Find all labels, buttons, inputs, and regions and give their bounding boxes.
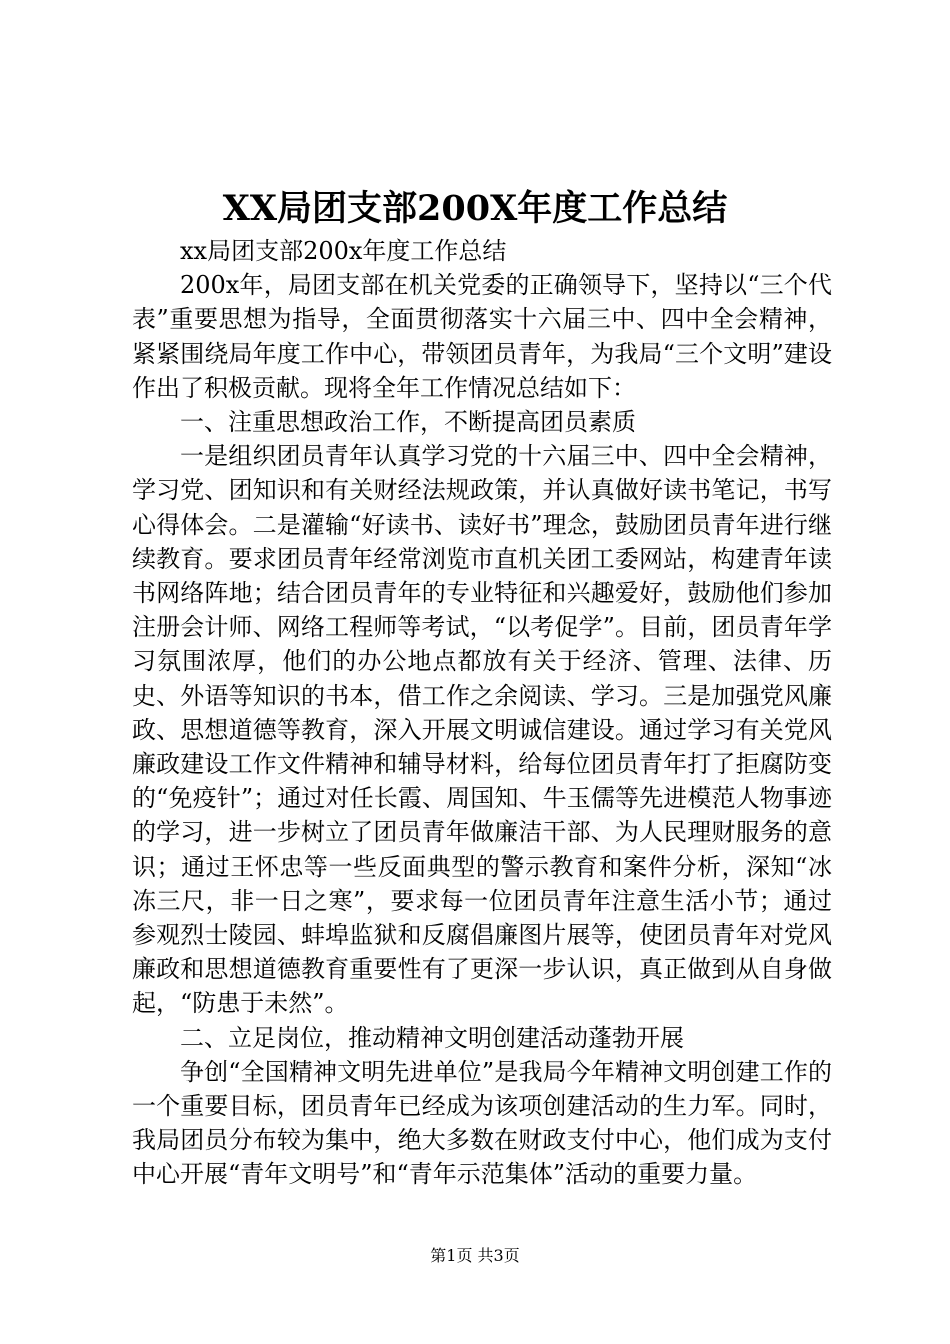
subtitle-paragraph: xx局团支部200x年度工作总结 (180, 237, 507, 265)
document-body (132, 234, 832, 1192)
section-2-paragraph: 争创“全国精神文明先进单位”是我局今年精神文明创建工作的一个重要目标，团员青年已经成为该项创建活动的生力军。同时，我局团员分布较为集中，绝大多数在财政支付中心，他们成为支付中心开展“青年文明号”和“青年示范集体”活动的重要力量。 (132, 1057, 832, 1189)
section-1-paragraph: 一是组织团员青年认真学习党的十六届三中、四中全会精神，学习党、团知识和有关财经法规政策，并认真做好读书笔记，书写心得体会。二是灌输“好读书、读好书”理念，鼓励团员青年进行继续教育。要求团员青年经常浏览市直机关团工委网站，构建青年读书网络阵地；结合团员青年的专业特征和兴趣爱好，鼓励他们参加注册会计师、网络工程师等考试，“以考促学”。目前，团员青年学习氛围浓厚，他们的办公地点都放有关于经济、管理、法律、历史、外语等知识的书本，借工作之余阅读、学习。三是加强党风廉政、思想道德等教育，深入开展文明诚信建设。通过学习有关党风廉政建设工作文件精神和辅导材料，给每位团员青年打了拒腐防变的“免疫针”；通过对任长霞、周国知、牛玉儒等先进模范人物事迹的学习，进一步树立了团员青年做廉洁干部、为人民理财服务的意识；通过王怀忠等一些反面典型的警示教育和案件分析，深知“冰冻三尺，非一日之寒”，要求每一位团员青年注意生活小节；通过参观烈士陵园、蚌埠监狱和反腐倡廉图片展等，使团员青年对党风廉政和思想道德教育重要性有了更深一步认识，真正做到从自身做起，“防患于未然”。 (132, 442, 832, 1018)
page-footer: 第1页 共3页 (430, 1246, 520, 1265)
section-heading-1: 一、注重思想政治工作，不断提高团员素质 (180, 408, 636, 437)
document-title: XX局团支部200X年度工作总结 (222, 188, 728, 229)
intro-paragraph: 200x年，局团支部在机关党委的正确领导下，坚持以“三个代表”重要思想为指导，全面贯彻落实十六届三中、四中全会精神，紧紧围绕局年度工作中心，带领团员青年，为我局“三个文明”建设作出了积极贡献。现将全年工作情况总结如下： (132, 271, 832, 402)
section-heading-2: 二、立足岗位，推动精神文明创建活动蓬勃开展 (180, 1023, 684, 1052)
